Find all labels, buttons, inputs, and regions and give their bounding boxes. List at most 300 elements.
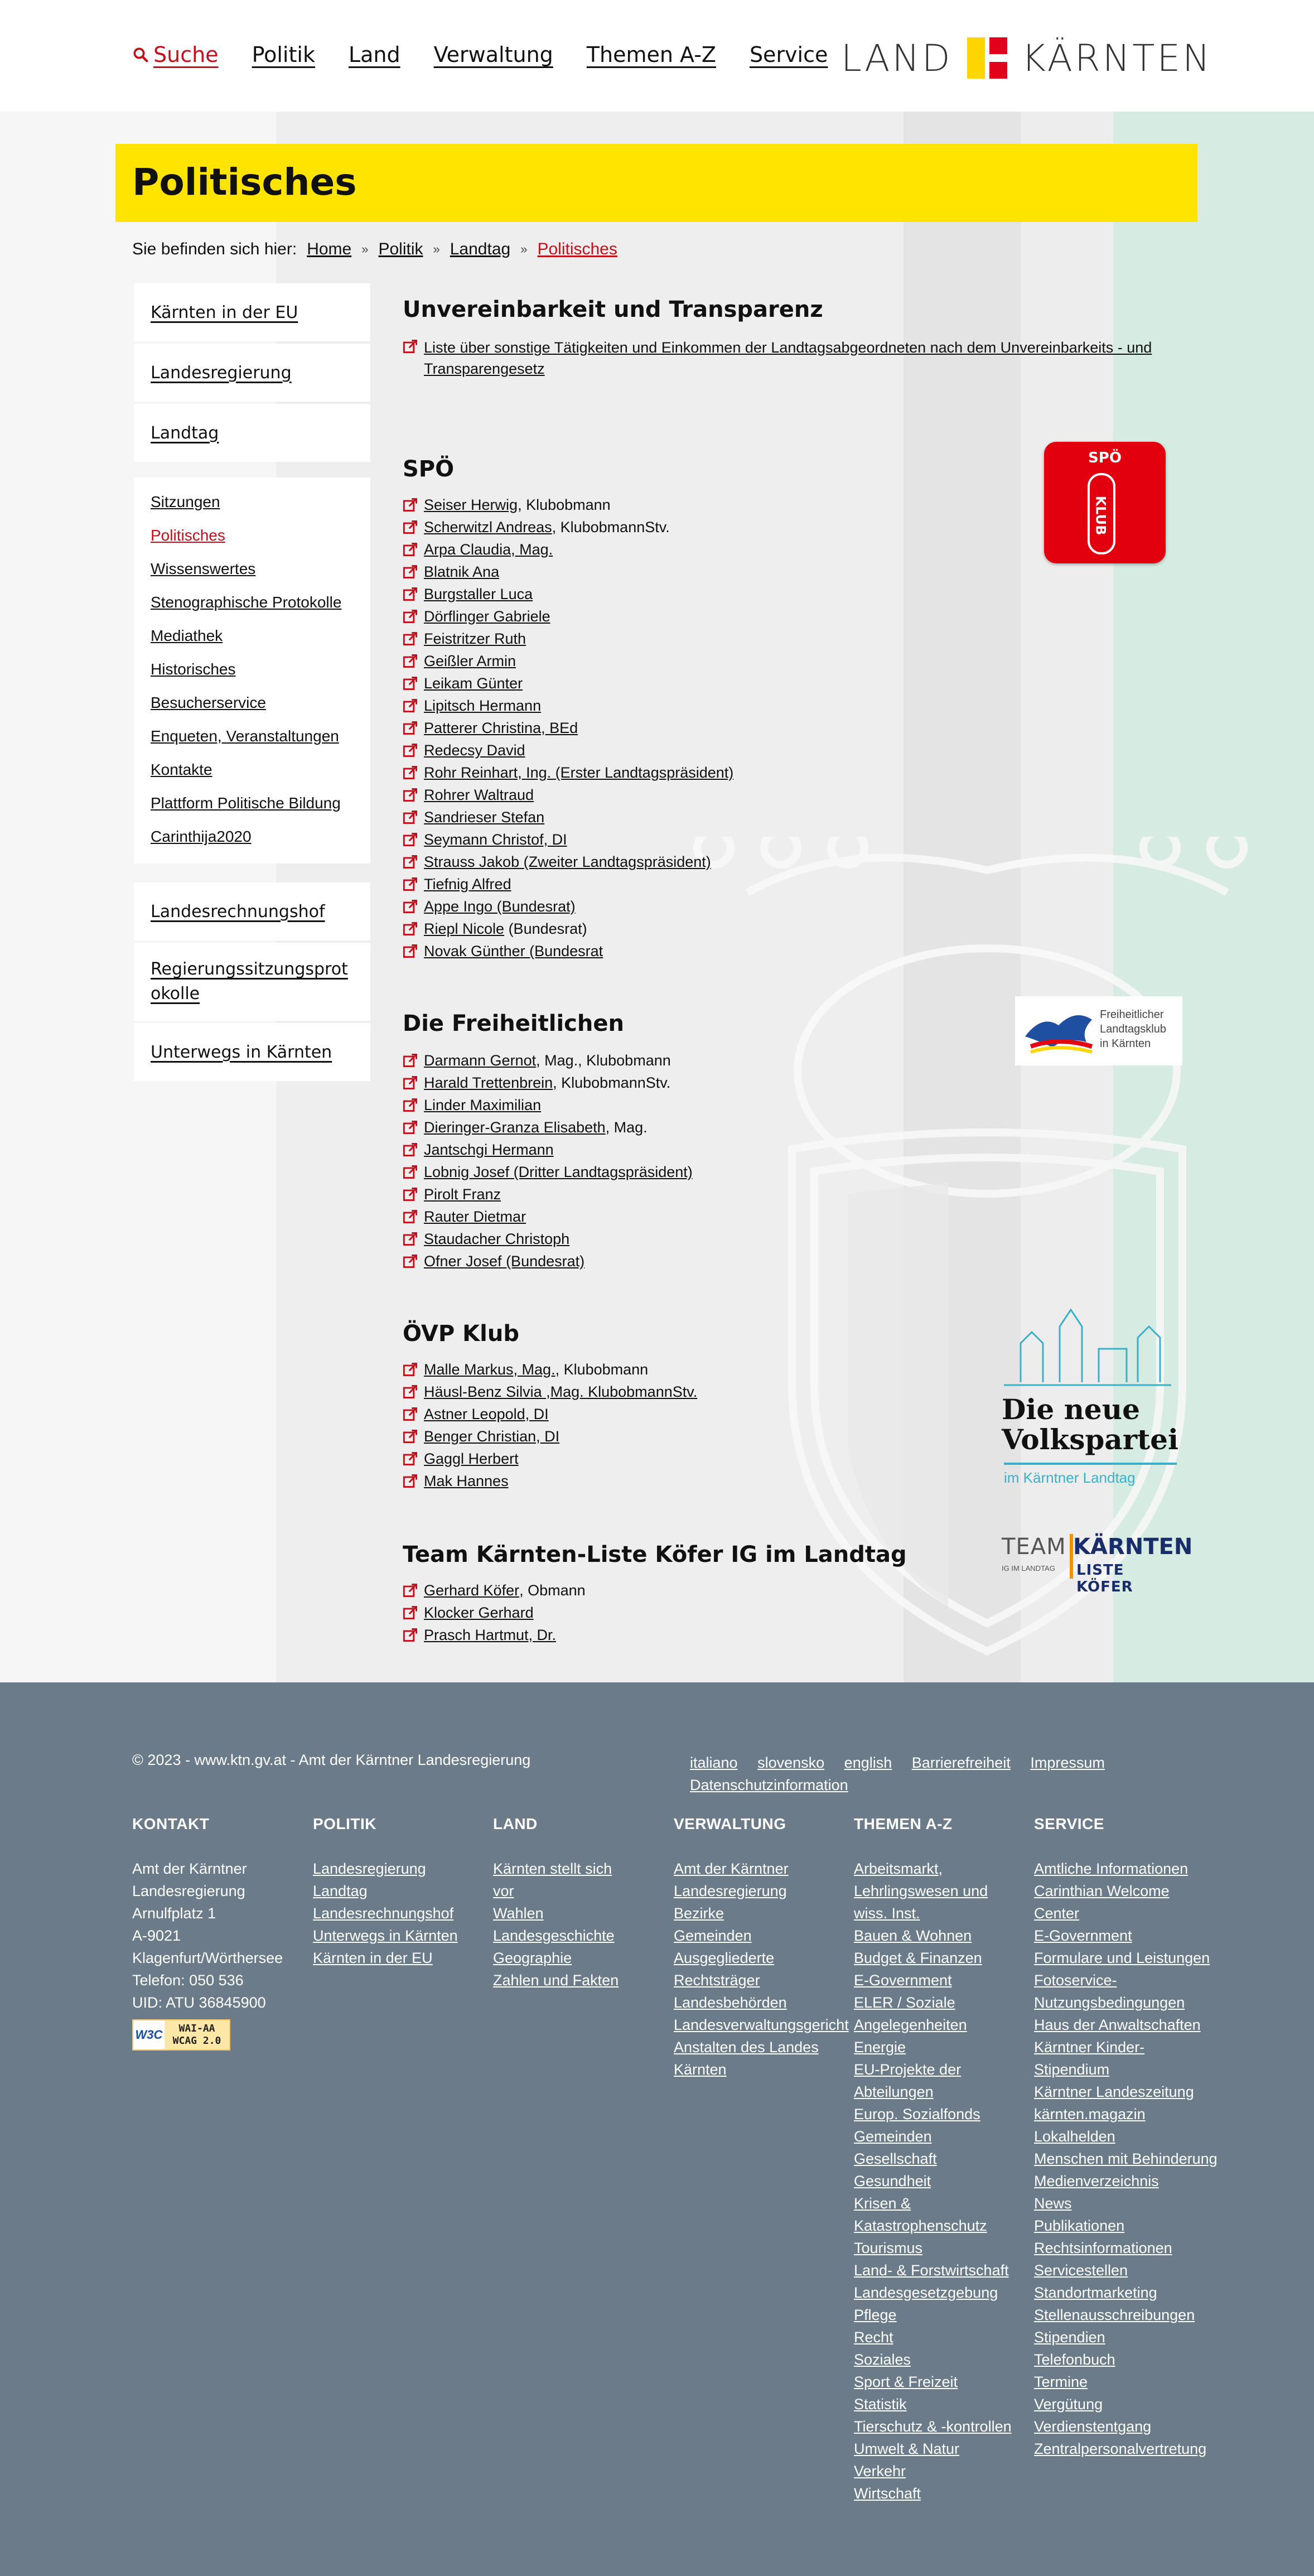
external-link-icon (403, 720, 418, 736)
footer-link[interactable]: Ausgegliederte Rechtsträger (674, 1950, 775, 1989)
footer-link-item (1034, 1924, 1218, 1947)
section-title-fpo: Die Freiheitlichen (403, 1011, 624, 1036)
footer-link[interactable]: Budget & Finanzen (854, 1950, 982, 1966)
sidebar-sub-item[interactable] (151, 586, 354, 619)
member-link[interactable]: Pirolt Franz (424, 1186, 501, 1203)
footer-link[interactable]: News (1034, 2195, 1072, 2212)
external-link-icon (403, 698, 418, 713)
sidebar-sub-item-besucherservice[interactable]: Besucherservice (151, 694, 266, 711)
sidebar-sub-item-mediathek[interactable]: Mediathek (151, 627, 223, 644)
footer-link[interactable]: Rechtsinformationen (1034, 2240, 1172, 2256)
sidebar-sub-item[interactable] (151, 619, 354, 653)
member-link[interactable]: Sandrieser Stefan (424, 809, 545, 826)
footer-link[interactable]: ELER / Soziale Angelegenheiten (854, 1994, 967, 2033)
sidebar-item-label[interactable]: Unterwegs in Kärnten (151, 1042, 332, 1062)
sidebar-sub-item[interactable] (151, 720, 354, 753)
footer-link[interactable]: E-Government (854, 1972, 952, 1989)
footer-link-item (493, 1969, 627, 1991)
member-link[interactable]: Staudacher Christoph (424, 1231, 570, 1247)
footer-link[interactable]: Telefonbuch (1034, 2351, 1115, 2368)
member-link[interactable]: Leikam Günter (424, 675, 523, 692)
member-row (403, 741, 733, 763)
external-link-icon (403, 497, 418, 513)
footer-link[interactable]: Termine (1034, 2374, 1088, 2390)
spo-member-list (403, 495, 733, 964)
external-link-icon (403, 609, 418, 624)
member-link[interactable]: Lipitsch Hermann (424, 697, 542, 714)
ovp-member-list (403, 1360, 697, 1494)
footer-link[interactable]: Landtag (313, 1883, 368, 1899)
footer-link[interactable]: Landesrechnungshof (313, 1905, 454, 1922)
footer-link[interactable]: Stipendien (1034, 2329, 1105, 2346)
nav-search-label: Suche (153, 42, 219, 67)
site-header (0, 0, 1314, 112)
site-footer (0, 1682, 1314, 2576)
external-link-icon (403, 519, 418, 535)
sidebar-item-landtag[interactable] (134, 404, 370, 462)
footer-link[interactable]: Land- & Forstwirtschaft (854, 2262, 1009, 2279)
fpo-member-list (403, 1051, 693, 1274)
footer-col-title: VERWALTUNG (674, 1815, 786, 1832)
member-link[interactable]: Patterer Christina, BEd (424, 720, 578, 736)
footer-link[interactable]: Publikationen (1034, 2217, 1125, 2234)
external-link-icon (403, 832, 418, 847)
nav-verwaltung[interactable]: Verwaltung (433, 42, 553, 67)
footer-link[interactable]: Kärnten in der EU (313, 1950, 433, 1966)
logo-kaernten-text: KÄRNTEN (1021, 36, 1212, 80)
member-link[interactable]: Häusl-Benz Silvia ,Mag. KlubobmannStv. (424, 1383, 698, 1400)
footer-link[interactable]: Pflege (854, 2307, 897, 2323)
w3c-logo-icon: W3C (133, 2020, 165, 2049)
footer-link[interactable]: Standortmarketing (1034, 2284, 1157, 2301)
member-link[interactable]: Ofner Josef (Bundesrat) (424, 1253, 585, 1270)
footer-link[interactable]: Lokalhelden (1034, 2128, 1115, 2145)
nav-search[interactable] (132, 42, 219, 67)
external-link-icon (403, 809, 418, 825)
sidebar-sub-item-plattform[interactable]: Plattform Politische Bildung (151, 794, 341, 812)
nav-themen[interactable]: Themen A-Z (586, 42, 716, 67)
sidebar-item-eu[interactable] (134, 283, 370, 341)
breadcrumb-current[interactable]: Politisches (537, 240, 617, 258)
external-link-icon (403, 1605, 418, 1620)
member-row (403, 1096, 693, 1118)
external-link-icon (403, 653, 418, 669)
footer-link-item (854, 2326, 1016, 2348)
footer-link-item (854, 2192, 1016, 2237)
sidebar-sub-item-historisches[interactable]: Historisches (151, 660, 236, 678)
copyright: © 2023 - www.ktn.gv.at - Amt der Kärntner Landesregierung (132, 1752, 531, 1768)
contact-line: Landesregierung (132, 1883, 245, 1899)
member-link[interactable]: Arpa Claudia, Mag. (424, 541, 553, 558)
external-link-icon (403, 921, 418, 937)
footer-link-item (674, 1858, 852, 1902)
footer-link[interactable]: Gemeinden (854, 2128, 932, 2145)
member-row (403, 1360, 697, 1382)
wcag-level (165, 2020, 229, 2049)
footer-link-item (854, 2460, 1016, 2482)
footer-link[interactable]: Wahlen (493, 1905, 544, 1922)
footer-link-item (1034, 2348, 1218, 2371)
member-row (403, 1207, 693, 1229)
contact-line: A-9021 (132, 1927, 181, 1944)
sidebar-sub-item[interactable] (151, 485, 354, 519)
footer-link-datenschutz[interactable]: Datenschutzinformation (690, 1777, 848, 1793)
footer-link-item (674, 1991, 852, 2014)
sidebar-sub-item-enqueten[interactable]: Enqueten, Veranstaltungen (151, 727, 339, 745)
footer-link[interactable]: Verkehr (854, 2463, 906, 2479)
sidebar-item-label[interactable]: Regierungssitzungsprotokolle (151, 959, 348, 1004)
section-title-tk: Team Kärnten-Liste Köfer IG im Landtag (403, 1542, 907, 1567)
footer-link[interactable]: Statistik (854, 2396, 907, 2413)
sidebar-sub-item[interactable] (151, 787, 354, 820)
member-row (403, 1405, 697, 1427)
footer-link-item (1034, 2415, 1218, 2438)
member-row (403, 1449, 697, 1472)
footer-link-item (854, 1924, 1016, 1947)
footer-link[interactable]: Energie (854, 2039, 906, 2056)
footer-link-item (854, 2058, 1016, 2103)
member-row (403, 696, 733, 718)
external-link-icon (403, 1075, 418, 1091)
member-link[interactable]: Riepl Nicole (424, 920, 505, 937)
member-link[interactable]: Blatnik Ana (424, 563, 500, 580)
footer-link[interactable]: Amt der Kärntner Landesregierung (674, 1860, 789, 1899)
breadcrumb-politik[interactable]: Politik (378, 240, 423, 258)
member-row (403, 540, 733, 562)
footer-link[interactable]: Landesgeschichte (493, 1927, 615, 1944)
member-row (403, 1581, 586, 1603)
member-row (403, 1252, 693, 1274)
sidebar-item-label[interactable]: Landtag (151, 423, 219, 443)
contact-line: Arnulfplatz 1 (132, 1905, 216, 1922)
footer-link-english[interactable]: english (844, 1754, 892, 1771)
sidebar-item-label[interactable]: Kärnten in der EU (151, 302, 298, 322)
footer-link-item (1034, 2170, 1218, 2192)
chevron-right-icon: » (520, 242, 528, 256)
sidebar-sub-item-sitzungen[interactable]: Sitzungen (151, 493, 220, 510)
footer-link[interactable]: Tourismus (854, 2240, 923, 2256)
footer-link[interactable]: Stellenausschreibungen (1034, 2307, 1195, 2323)
footer-link-item (674, 1902, 852, 1924)
external-link-icon (403, 339, 418, 354)
footer-link-barrierefreiheit[interactable]: Barrierefreiheit (911, 1754, 1011, 1771)
footer-link[interactable]: Gesellschaft (854, 2150, 937, 2167)
external-link-icon (403, 1583, 418, 1598)
member-role: , Klubobmann (555, 1361, 649, 1378)
member-link[interactable]: Dieringer-Granza Elisabeth (424, 1119, 606, 1136)
footer-col-verwaltung (674, 1815, 852, 2081)
transparency-list-link[interactable]: Liste über sonstige Tätigkeiten und Einkommen der Landtagsabgeordneten nach dem Unvereinbarkeits - und Transparengesetz (424, 339, 1152, 377)
footer-link[interactable]: Europ. Sozialfonds (854, 2106, 980, 2122)
member-link[interactable]: Lobnig Josef (Dritter Landtagspräsident) (424, 1164, 693, 1180)
member-row (403, 607, 733, 629)
footer-link[interactable]: Menschen mit Behinderung (1034, 2150, 1218, 2167)
sidebar-item-landesregierung[interactable] (134, 344, 370, 402)
list-item (403, 337, 1205, 380)
sidebar-sub-item-politisches[interactable]: Politisches (151, 527, 225, 544)
footer-link-item (854, 2482, 1016, 2505)
footer-link[interactable]: Formulare und Leistungen (1034, 1950, 1210, 1966)
footer-link[interactable]: Kärnten stellt sich vor (493, 1860, 612, 1899)
member-link[interactable]: Linder Maximilian (424, 1097, 542, 1113)
external-link-icon (403, 542, 418, 557)
member-link[interactable]: Seiser Herwig (424, 496, 518, 513)
member-link[interactable]: Gerhard Köfer (424, 1582, 520, 1599)
footer-link-item (493, 1858, 627, 1902)
external-link-icon (403, 586, 418, 602)
sidebar-sub-item-wissenswertes[interactable]: Wissenswertes (151, 560, 256, 577)
spo-logo-sub: KLUB (1093, 495, 1109, 536)
member-link[interactable]: Klocker Gerhard (424, 1604, 534, 1621)
member-role: , KlubobmannStv. (552, 519, 670, 536)
footer-link[interactable]: Landesbehörden (674, 1994, 787, 2011)
sidebar (134, 283, 370, 1083)
contact-line: Telefon: 050 536 (132, 1972, 244, 1989)
nav-land[interactable]: Land (348, 42, 400, 67)
footer-link[interactable]: Zentralpersonalvertretung (1034, 2440, 1207, 2457)
member-link[interactable]: Appe Ingo (Bundesrat) (424, 898, 576, 915)
tk-member-list (403, 1581, 586, 1648)
footer-link[interactable]: Bezirke (674, 1905, 724, 1922)
external-link-icon (403, 631, 418, 647)
footer-link-item (1034, 2192, 1218, 2215)
footer-link-item (854, 2125, 1016, 2148)
member-link[interactable]: Feistritzer Ruth (424, 630, 526, 647)
spo-klub-logo (1044, 442, 1166, 563)
member-row (403, 942, 733, 964)
member-row (403, 585, 733, 607)
footer-link-item (313, 1902, 480, 1924)
footer-link-item (854, 2036, 1016, 2058)
footer-link-impressum[interactable]: Impressum (1030, 1754, 1105, 1771)
footer-link[interactable]: Arbeitsmarkt, Lehrlingswesen und wiss. Inst. (854, 1860, 988, 1922)
member-link[interactable]: Rohrer Waltraud (424, 787, 534, 803)
member-row (403, 674, 733, 696)
footer-link-item (854, 2348, 1016, 2371)
wcag-level-text: WAI-AA (178, 2023, 215, 2034)
footer-link-item (854, 2148, 1016, 2170)
breadcrumb-home[interactable]: Home (307, 240, 352, 258)
sidebar-sub-item[interactable] (151, 552, 354, 586)
carinthia-flag-icon (967, 37, 1007, 79)
footer-link[interactable]: Recht (854, 2329, 893, 2346)
footer-link-item (1034, 2036, 1218, 2081)
external-link-icon (403, 676, 418, 691)
sidebar-sub-item[interactable] (151, 653, 354, 686)
member-row (403, 1625, 586, 1648)
footer-link-item (854, 2103, 1016, 2125)
footer-language-links (690, 1752, 1147, 1796)
external-link-icon (403, 1142, 418, 1157)
sidebar-item-label[interactable]: Landesrechnungshof (151, 901, 325, 922)
member-link[interactable]: Dörflinger Gabriele (424, 608, 550, 625)
external-link-icon (403, 787, 418, 803)
footer-link[interactable]: Medienverzeichnis (1034, 2173, 1159, 2189)
footer-link[interactable]: Gesundheit (854, 2173, 931, 2189)
footer-link[interactable]: Gemeinden (674, 1927, 752, 1944)
footer-col-title: POLITIK (313, 1815, 376, 1832)
footer-link[interactable]: Verdienstentgang (1034, 2418, 1152, 2435)
chevron-right-icon: » (433, 242, 440, 256)
member-link[interactable]: Novak Günther (Bundesrat (424, 943, 603, 959)
member-row (403, 852, 733, 875)
footer-link[interactable]: Fotoservice-Nutzungsbedingungen (1034, 1972, 1185, 2011)
footer-link[interactable]: Landesverwaltungsgericht (674, 2017, 849, 2033)
footer-link[interactable]: Krisen & Katastrophenschutz (854, 2195, 987, 2234)
footer-link[interactable]: Wirtschaft (854, 2485, 921, 2502)
footer-link[interactable]: Geographie (493, 1950, 572, 1966)
external-link-icon (403, 1429, 418, 1444)
member-link[interactable]: Darmann Gernot (424, 1052, 537, 1069)
fpo-logo-text: Freiheitlicher Landtagsklub in Kärnten (1100, 1009, 1166, 1050)
sidebar-sub-item[interactable] (151, 686, 354, 720)
footer-link[interactable]: Haus der Anwaltschaften (1034, 2017, 1201, 2033)
external-link-icon (403, 1473, 418, 1489)
member-link[interactable]: Jantschgi Hermann (424, 1141, 554, 1158)
member-link[interactable]: Tiefnig Alfred (424, 876, 511, 893)
footer-link-item (854, 2371, 1016, 2393)
member-row (403, 1118, 693, 1140)
footer-link-item (1034, 2393, 1218, 2415)
member-role: , Obmann (519, 1582, 586, 1599)
member-link[interactable]: Astner Leopold, DI (424, 1406, 549, 1422)
member-row (403, 652, 733, 674)
footer-link[interactable]: Tierschutz & -kontrollen (854, 2418, 1012, 2435)
footer-link[interactable]: Vergütung (1034, 2396, 1103, 2413)
external-link-icon (403, 1209, 418, 1224)
member-link[interactable]: Gaggl Herbert (424, 1450, 519, 1467)
external-link-icon (403, 1406, 418, 1422)
member-link[interactable]: Strauss Jakob (Zweiter Landtagspräsident) (424, 853, 711, 870)
sidebar-item-landesrechnungshof[interactable] (134, 882, 370, 940)
footer-col-service (1034, 1815, 1218, 2460)
footer-link-item (313, 1924, 480, 1947)
footer-link-item (313, 1947, 480, 1969)
footer-link-item (1034, 1947, 1218, 1969)
sidebar-item-label[interactable]: Landesregierung (151, 363, 292, 383)
member-link[interactable]: Benger Christian, DI (424, 1428, 560, 1445)
footer-link[interactable]: Landesgesetzgebung (854, 2284, 998, 2301)
external-link-icon (403, 1451, 418, 1467)
footer-link[interactable]: Servicestellen (1034, 2262, 1128, 2279)
footer-link[interactable]: Kärntner Landeszeitung kärnten.magazin (1034, 2083, 1194, 2122)
nav-service[interactable]: Service (749, 42, 828, 67)
member-row (403, 495, 733, 518)
member-link[interactable]: Redecsy David (424, 742, 525, 759)
member-link[interactable]: Prasch Hartmut, Dr. (424, 1627, 557, 1643)
footer-col-themen (854, 1815, 1016, 2505)
external-link-icon (403, 1186, 418, 1202)
external-link-icon (403, 742, 418, 758)
section-title-spo: SPÖ (403, 456, 455, 482)
spo-logo-text: SPÖ (1088, 450, 1122, 466)
ovp-castle-icon (1004, 1304, 1171, 1388)
member-link[interactable]: Mak Hannes (424, 1473, 509, 1489)
footer-link[interactable]: Soziales (854, 2351, 911, 2368)
member-row (403, 897, 733, 919)
footer-col-kontakt (132, 1815, 299, 2051)
footer-link-slovensko[interactable]: slovensko (757, 1754, 825, 1771)
footer-link[interactable]: Amtliche Informationen (1034, 1860, 1189, 1877)
member-link[interactable]: Rohr Reinhart, Ing. (Erster Landtagspräsident) (424, 764, 734, 781)
external-link-icon (403, 1253, 418, 1269)
footer-link-italiano[interactable]: italiano (690, 1754, 738, 1771)
sidebar-sub-item-kontakte[interactable]: Kontakte (151, 761, 212, 778)
sidebar-sub-item[interactable] (151, 753, 354, 787)
member-row (403, 1382, 697, 1405)
member-role: , KlubobmannStv. (553, 1074, 671, 1091)
sidebar-sub-item[interactable] (151, 820, 354, 853)
member-row (403, 1185, 693, 1207)
member-row (403, 1229, 693, 1252)
footer-link[interactable]: Landesregierung (313, 1860, 426, 1877)
footer-link[interactable]: Unterwegs in Kärnten (313, 1927, 458, 1944)
footer-link-item (854, 1947, 1016, 1969)
footer-link[interactable]: Zahlen und Fakten (493, 1972, 619, 1989)
member-link[interactable]: Geißler Armin (424, 653, 516, 669)
footer-link[interactable]: Umwelt & Natur (854, 2440, 960, 2457)
external-link-icon (403, 1384, 418, 1400)
sidebar-item-protokolle[interactable] (134, 943, 370, 1021)
unvereinbarkeit-links (403, 337, 1205, 380)
external-link-icon (403, 899, 418, 914)
footer-link[interactable]: Carinthian Welcome Center (1034, 1883, 1170, 1922)
member-row (403, 562, 733, 585)
sidebar-sub-item-carinthija[interactable]: Carinthija2020 (151, 828, 252, 845)
external-link-icon (403, 765, 418, 780)
sidebar-item-unterwegs[interactable] (134, 1023, 370, 1081)
member-role: , Klubobmann (518, 496, 611, 513)
member-link[interactable]: Malle Markus, Mag. (424, 1361, 555, 1378)
site-logo[interactable] (841, 36, 1212, 80)
member-link[interactable]: Burgstaller Luca (424, 586, 533, 602)
external-link-icon (403, 1362, 418, 1377)
footer-link-item (1034, 1880, 1218, 1924)
member-row (403, 1140, 693, 1162)
ovp-logo-line1: Die neue (1002, 1393, 1140, 1426)
member-link[interactable]: Harald Trettenbrein (424, 1074, 553, 1091)
member-link[interactable]: Seymann Christof, DI (424, 831, 567, 848)
main-nav (132, 42, 828, 67)
member-row (403, 518, 733, 540)
sidebar-sub-item-protokolle[interactable]: Stenographische Protokolle (151, 594, 342, 611)
footer-link-item (1034, 2237, 1218, 2259)
footer-link-item (1034, 2014, 1218, 2036)
footer-link-item (854, 1991, 1016, 2036)
member-link[interactable]: Rauter Dietmar (424, 1208, 526, 1225)
footer-link[interactable]: E-Government (1034, 1927, 1132, 1944)
footer-link[interactable]: Anstalten des Landes Kärnten (674, 2039, 819, 2078)
footer-link-item (1034, 2125, 1218, 2148)
team-kaernten-logo (1002, 1532, 1193, 1595)
ovp-logo-line2: Volkspartei (1002, 1423, 1178, 1456)
footer-link[interactable]: Kärntner Kinder-Stipendium (1034, 2039, 1145, 2078)
footer-link[interactable]: Bauen & Wohnen (854, 1927, 972, 1944)
member-link[interactable]: Scherwitzl Andreas (424, 519, 552, 536)
footer-link-item (1034, 2148, 1218, 2170)
wcag-badge[interactable] (132, 2019, 230, 2051)
breadcrumb-landtag[interactable]: Landtag (450, 240, 511, 258)
sidebar-sub-item-active[interactable] (151, 519, 354, 552)
footer-link-item (854, 2438, 1016, 2460)
breadcrumb (132, 240, 617, 259)
footer-link[interactable]: Sport & Freizeit (854, 2374, 958, 2390)
nav-politik[interactable]: Politik (252, 42, 315, 67)
footer-link-item (493, 1902, 627, 1924)
footer-link-item (854, 2281, 1016, 2304)
footer-link[interactable]: EU-Projekte der Abteilungen (854, 2061, 962, 2100)
footer-col-title: KONTAKT (132, 1815, 210, 1832)
